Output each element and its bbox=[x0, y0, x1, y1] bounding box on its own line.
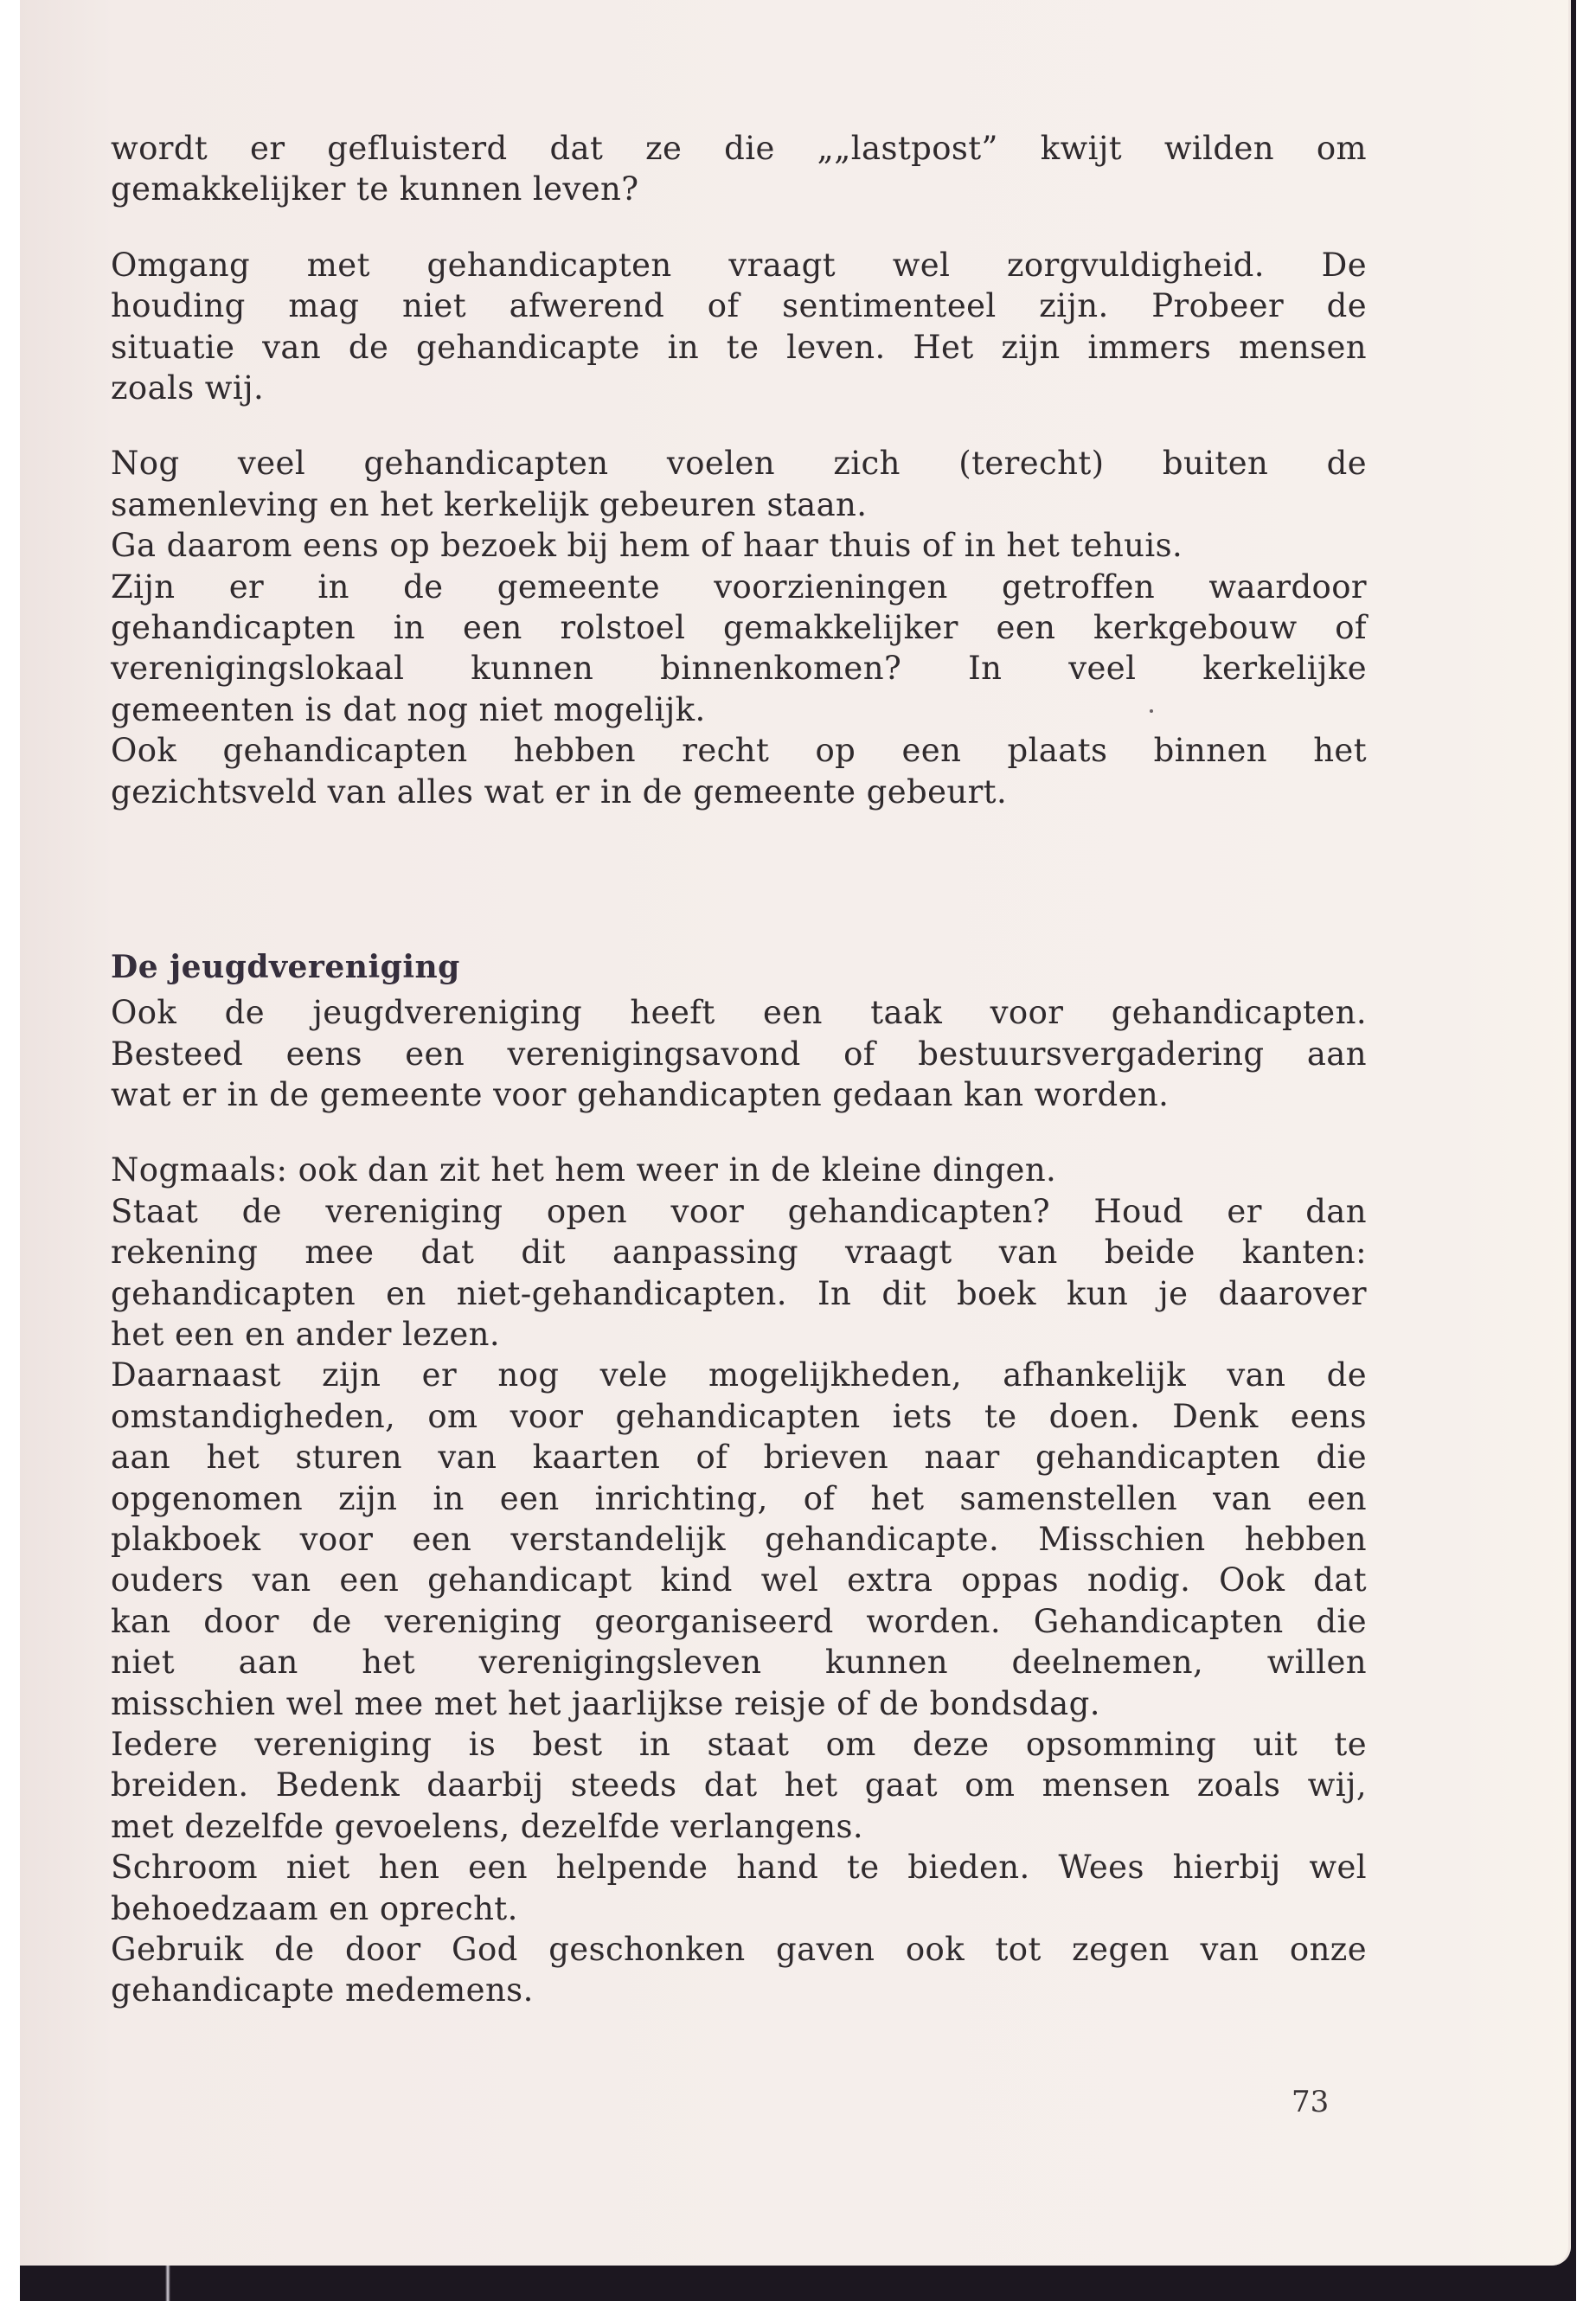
paragraph-gap bbox=[111, 408, 1367, 443]
text-line: Gebruik de door God geschonken gaven ook tot zegen van onze bbox=[111, 1931, 1367, 1969]
paragraph bbox=[111, 1150, 1367, 2011]
text-line: omstandigheden, om voor gehandicapten iets te doen. Denk eens bbox=[111, 1397, 1367, 1435]
book-page bbox=[20, 0, 1571, 2266]
text-line: gehandicapten en niet-gehandicapten. In dit boek kun je daarover bbox=[111, 1274, 1367, 1312]
text-line: Nog veel gehandicapten voelen zich (terecht) buiten de bbox=[111, 445, 1367, 483]
text-line: misschien wel mee met het jaarlijkse reisje of de bondsdag. bbox=[111, 1684, 1100, 1722]
text-line: plakboek voor een verstandelijk gehandicapte. Misschien hebben bbox=[111, 1520, 1367, 1558]
paragraph-gap bbox=[111, 210, 1367, 245]
text-line: gemakkelijker te kunnen leven? bbox=[111, 170, 639, 208]
text-line: Iedere vereniging is best in staat om deze opsomming uit te bbox=[111, 1726, 1367, 1763]
text-line: wat er in de gemeente voor gehandicapten gedaan kan worden. bbox=[111, 1075, 1170, 1113]
text-line: situatie van de gehandicapte in te leven. Het zijn immers mensen bbox=[111, 328, 1367, 366]
paragraph bbox=[111, 128, 1367, 210]
section-heading: De jeugdvereniging bbox=[111, 949, 460, 986]
text-line: Nogmaals: ook dan zit het hem weer in de kleine dingen. bbox=[111, 1151, 1057, 1189]
paragraph-gap bbox=[111, 1115, 1367, 1150]
text-line: kan door de vereniging georganiseerd worden. Gehandicapten die bbox=[111, 1602, 1367, 1640]
text-line: Omgang met gehandicapten vraagt wel zorgvuldigheid. De bbox=[111, 246, 1367, 284]
text-line: houding mag niet afwerend of sentimenteel zijn. Probeer de bbox=[111, 287, 1367, 325]
text-line: het een en ander lezen. bbox=[111, 1315, 501, 1353]
text-line: met dezelfde gevoelens, dezelfde verlangens. bbox=[111, 1807, 863, 1845]
text-line: Ook gehandicapten hebben recht op een plaats binnen het bbox=[111, 732, 1367, 770]
paragraph bbox=[111, 245, 1367, 409]
text-line: verenigingslokaal kunnen binnenkomen? In veel kerkelijke bbox=[111, 650, 1367, 688]
binding-streak bbox=[165, 2265, 170, 2301]
text-line: samenleving en het kerkelijk gebeuren staan. bbox=[111, 485, 868, 523]
text-line: behoedzaam en oprecht. bbox=[111, 1889, 518, 1927]
text-line: Ook de jeugdvereniging heeft een taak voor gehandicapten. bbox=[111, 994, 1367, 1032]
text-line: gehandicapte medemens. bbox=[111, 1971, 534, 2009]
text-line: Zijn er in de gemeente voorzieningen getroffen waardoor bbox=[111, 567, 1367, 606]
page-body bbox=[111, 128, 1367, 2011]
text-line: wordt er gefluisterd dat ze die „„lastpost” kwijt wilden om bbox=[111, 130, 1367, 167]
text-line: opgenomen zijn in een inrichting, of het samenstellen van een bbox=[111, 1479, 1367, 1517]
text-line: aan het sturen van kaarten of brieven naar gehandicapten die bbox=[111, 1439, 1367, 1477]
text-line: Ga daarom eens op bezoek bij hem of haar thuis of in het tehuis. bbox=[111, 527, 1183, 565]
text-line: gehandicapten in een rolstoel gemakkelijker een kerkgebouw of bbox=[111, 609, 1367, 647]
text-line: niet aan het verenigingsleven kunnen deelnemen, willen bbox=[111, 1644, 1367, 1682]
text-line: ouders van een gehandicapt kind wel extra oppas nodig. Ook dat bbox=[111, 1561, 1367, 1599]
text-line: rekening mee dat dit aanpassing vraagt van beide kanten: bbox=[111, 1234, 1367, 1272]
text-line: gezichtsveld van alles wat er in de gemeente gebeurt. bbox=[111, 772, 1008, 811]
text-line: breiden. Bedenk daarbij steeds dat het gaat om mensen zoals wij, bbox=[111, 1766, 1367, 1804]
text-line: Daarnaast zijn er nog vele mogelijkheden, afhankelijk van de bbox=[111, 1356, 1367, 1394]
paragraph bbox=[111, 443, 1367, 812]
page-number: 73 bbox=[1292, 2085, 1330, 2119]
paragraph bbox=[111, 992, 1367, 1115]
text-line: Schroom niet hen een helpende hand te bieden. Wees hierbij wel bbox=[111, 1849, 1367, 1887]
text-line: Besteed eens een verenigingsavond of bestuursvergadering aan bbox=[111, 1035, 1367, 1073]
text-line: Staat de vereniging open voor gehandicapten? Houd er dan bbox=[111, 1192, 1367, 1230]
text-line: zoals wij. bbox=[111, 369, 265, 407]
section-gap bbox=[111, 812, 1367, 945]
print-speck bbox=[1150, 709, 1153, 713]
text-line: gemeenten is dat nog niet mogelijk. bbox=[111, 690, 706, 728]
